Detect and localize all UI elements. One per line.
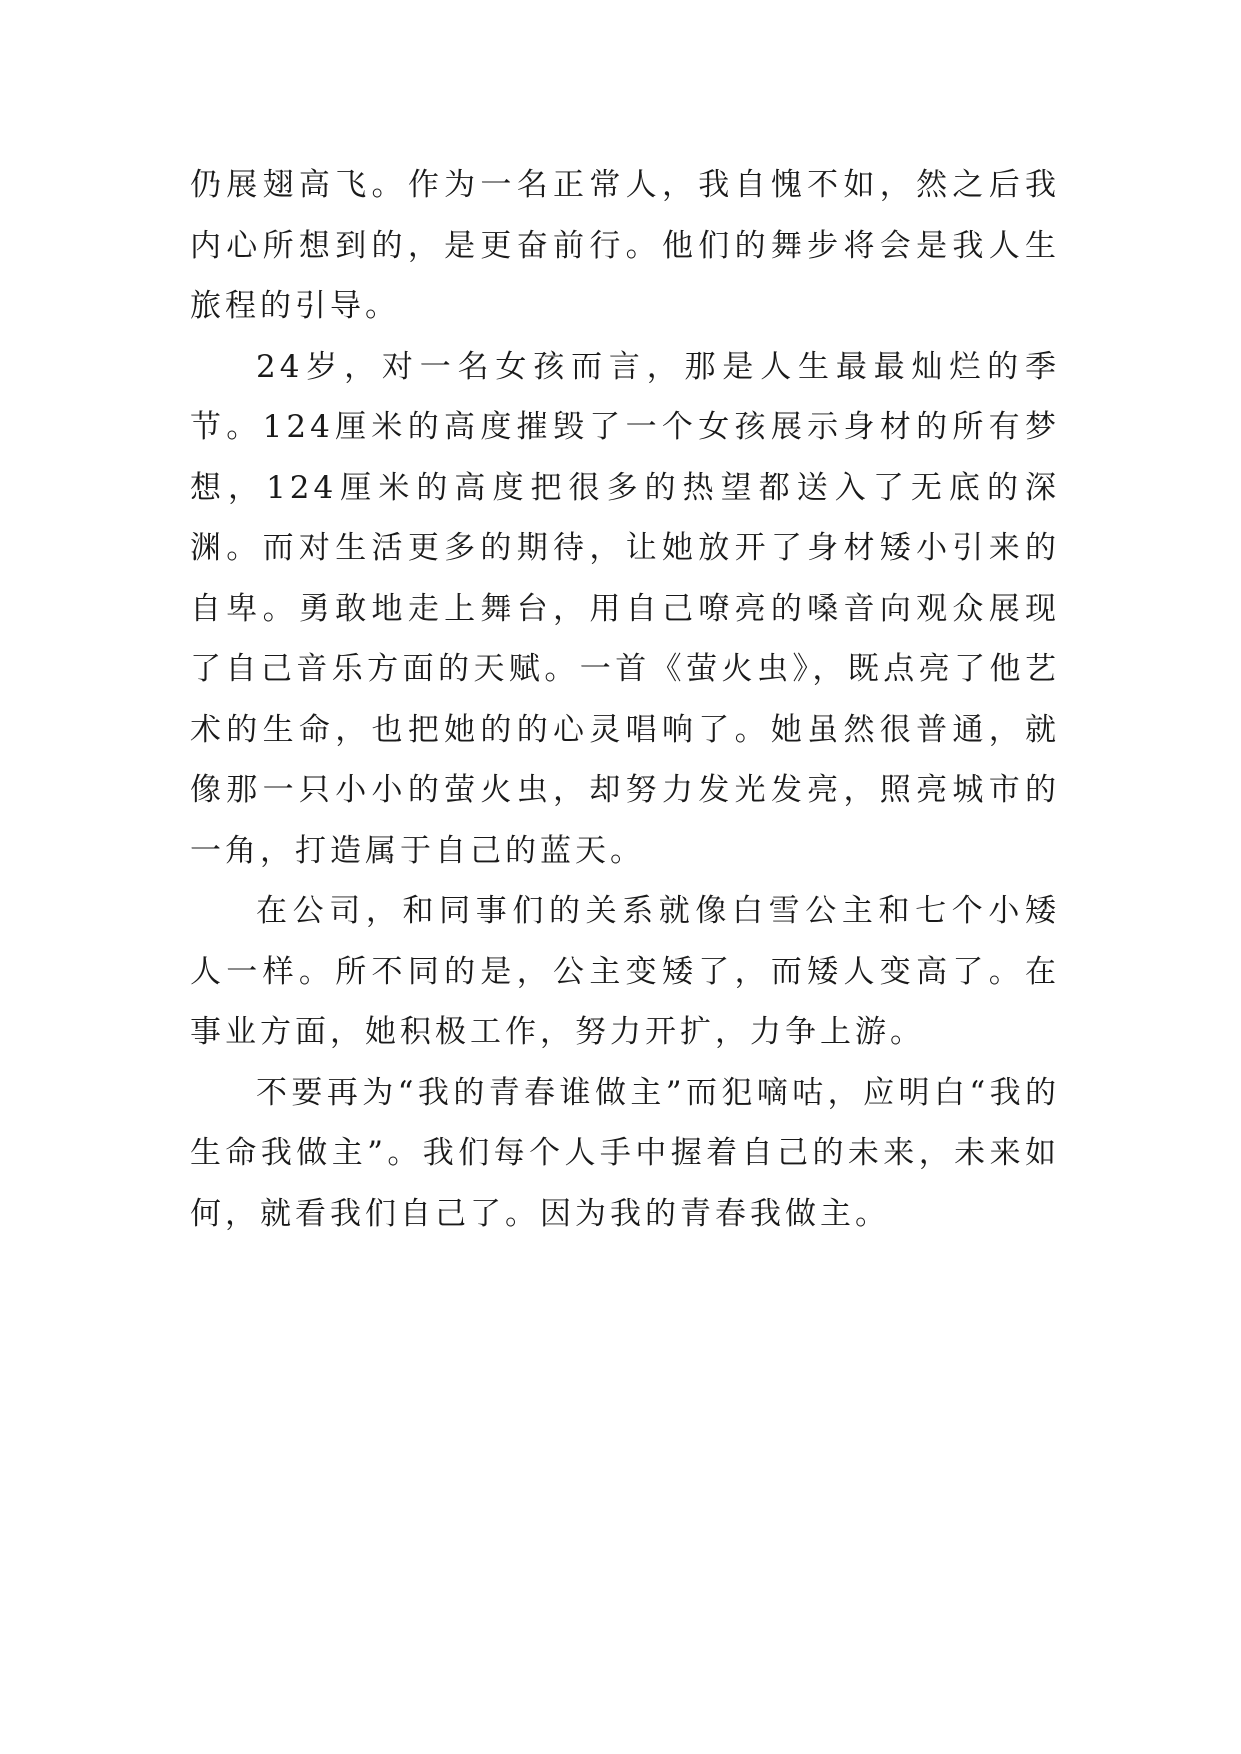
document-body	[190, 155, 1060, 1244]
paragraph-2: 24岁，对一名女孩而言，那是人生最最灿烂的季节。124厘米的高度摧毁了一个女孩展示身材的所有梦想，124厘米的高度把很多的热望都送入了无底的深渊。而对生活更多的期待，让她放开了身材矮小引来的自卑。勇敢地走上舞台，用自己嘹亮的嗓音向观众展现了自己音乐方面的天赋。一首《萤火虫》，既点亮了他艺术的生命，也把她的的心灵唱响了。她虽然很普通，就像那一只小小的萤火虫，却努力发光发亮，照亮城市的一角，打造属于自己的蓝天。	[190, 348, 1060, 869]
paragraph-1: 仍展翅高飞。作为一名正常人，我自愧不如，然之后我内心所想到的，是更奋前行。他们的舞步将会是我人生旅程的引导。	[190, 167, 1060, 324]
paragraph-3: 在公司，和同事们的关系就像白雪公主和七个小矮人一样。所不同的是，公主变矮了，而矮人变高了。在事业方面，她积极工作，努力开扩，力争上游。	[190, 893, 1060, 1050]
paragraph-4: 不要再为“我的青春谁做主”而犯嘀咕，应明白“我的生命我做主”。我们每个人手中握着自己的未来，未来如何，就看我们自己了。因为我的青春我做主。	[190, 1074, 1060, 1232]
